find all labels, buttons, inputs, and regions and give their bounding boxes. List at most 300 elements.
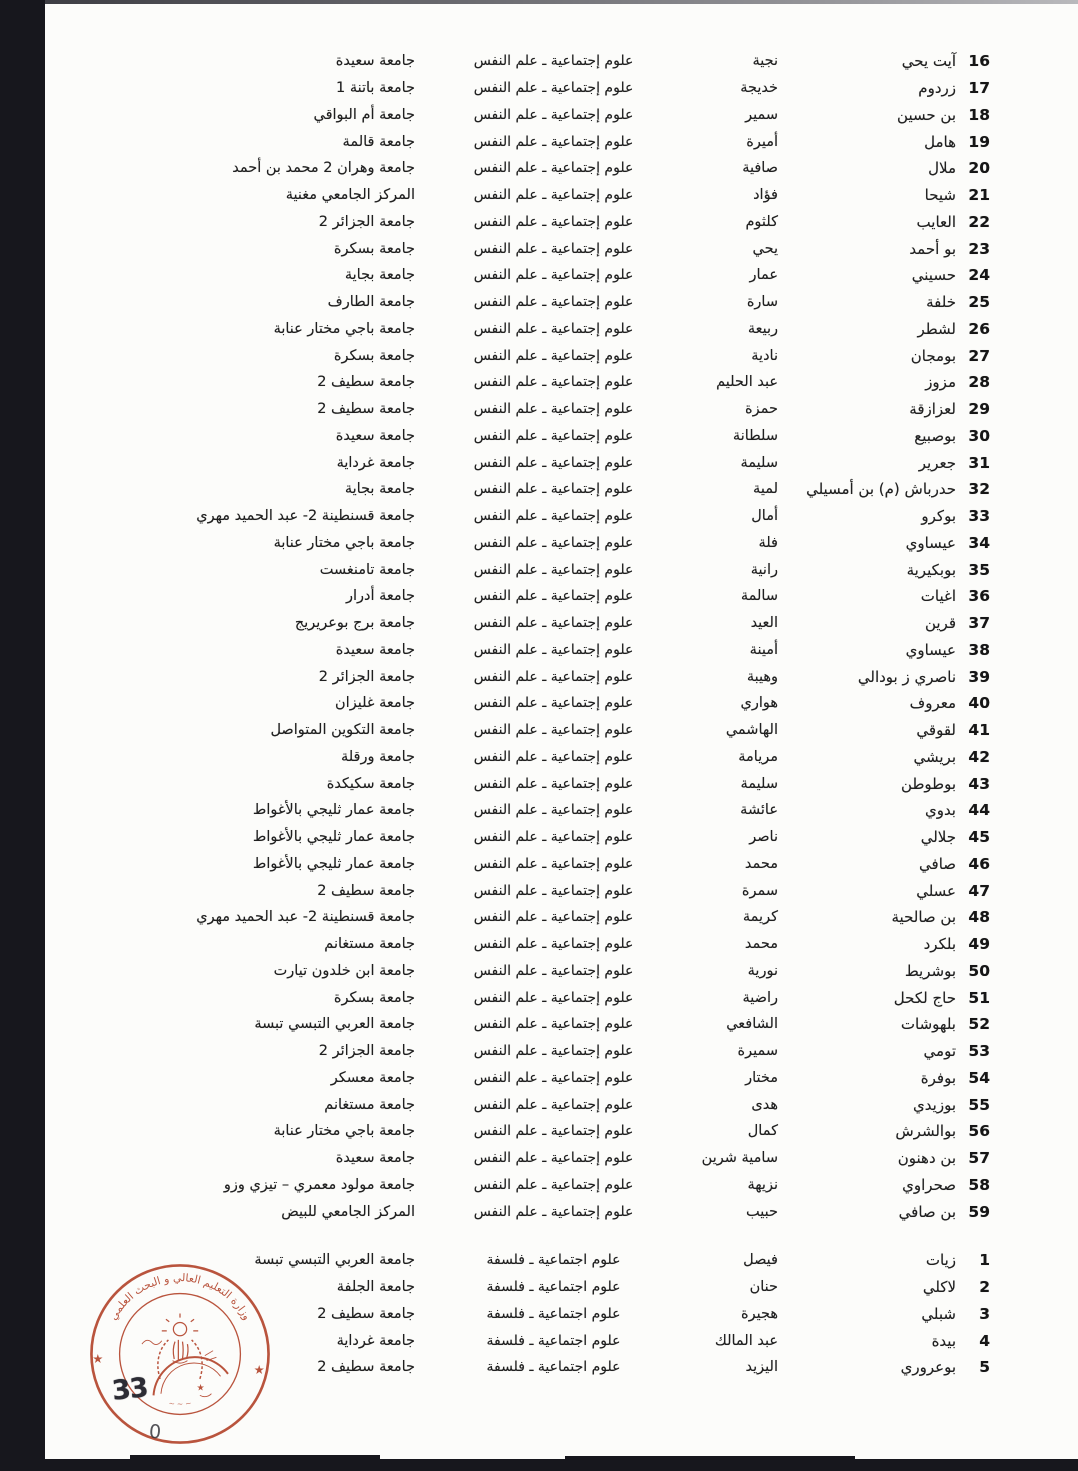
university: جامعة مستغانم xyxy=(324,936,415,953)
row-number: 46 xyxy=(968,854,990,873)
row-number: 18 xyxy=(968,105,990,124)
specialization: علوم إجتماعية ـ علم النفس xyxy=(473,1203,634,1220)
row-number: 27 xyxy=(968,346,990,365)
university: جامعة قالمة xyxy=(342,133,415,150)
last-name: شبلي xyxy=(921,1304,956,1323)
first-name: سارة xyxy=(746,294,778,311)
stamp-star-left-icon: ★ xyxy=(92,1351,104,1367)
first-name: فيصل xyxy=(743,1252,778,1269)
last-name: بن دهنون xyxy=(897,1149,956,1168)
row-number: 20 xyxy=(968,159,990,178)
last-name: ملال xyxy=(928,159,956,178)
stamp-ring-text: وزارة التعليم العالي و البحث العلمي xyxy=(106,1271,254,1323)
first-name: عمار xyxy=(749,267,778,284)
first-name: مختار xyxy=(745,1069,778,1086)
specialization: علوم إجتماعية ـ علم النفس xyxy=(473,855,634,872)
table-row xyxy=(50,583,990,610)
table-row xyxy=(50,1038,990,1065)
university: جامعة سعيدة xyxy=(335,427,415,444)
university: جامعة سكيكدة xyxy=(326,775,415,792)
row-number: 52 xyxy=(968,1015,990,1034)
row-number: 19 xyxy=(968,132,990,151)
table-row xyxy=(50,316,990,343)
row-number: 34 xyxy=(968,533,990,552)
specialization: علوم إجتماعية ـ علم النفس xyxy=(473,1069,634,1086)
specialization: علوم إجتماعية ـ علم النفس xyxy=(473,668,634,685)
table-row xyxy=(50,423,990,450)
row-number: 22 xyxy=(968,212,990,231)
first-name: ربيعة xyxy=(747,320,778,337)
last-name: زردوم xyxy=(918,79,956,98)
first-name: سليمة xyxy=(740,775,778,792)
last-name: لشطر xyxy=(917,319,956,338)
table-row xyxy=(50,1172,990,1199)
first-name: سالمة xyxy=(740,588,778,605)
last-name: هامل xyxy=(924,132,956,151)
university: جامعة معسكر xyxy=(330,1069,415,1086)
table-row xyxy=(50,931,990,958)
specialization: علوم إجتماعية ـ علم النفس xyxy=(473,936,634,953)
row-number: 57 xyxy=(968,1149,990,1168)
specialization: علوم إجتماعية ـ علم النفس xyxy=(473,1096,634,1113)
university: جامعة مستغانم xyxy=(324,1096,415,1113)
specialization: علوم إجتماعية ـ علم النفس xyxy=(473,802,634,819)
first-name: سمير xyxy=(745,106,778,123)
university: جامعة باتنة 1 xyxy=(335,80,415,97)
row-number: 44 xyxy=(968,801,990,820)
university: جامعة سطيف 2 xyxy=(317,374,415,391)
specialization: علوم إجتماعية ـ علم النفس xyxy=(473,1016,634,1033)
table-row xyxy=(50,209,990,236)
table-row xyxy=(50,1198,990,1225)
table-row xyxy=(50,235,990,262)
last-name: صحراوي xyxy=(902,1175,956,1194)
specialization: علوم إجتماعية ـ علم النفس xyxy=(473,53,634,70)
specialization: علوم إجتماعية ـ علم النفس xyxy=(473,1123,634,1140)
row-number: 5 xyxy=(979,1358,990,1377)
first-name: هدى xyxy=(751,1096,778,1113)
specialization: علوم إجتماعية ـ علم النفس xyxy=(473,213,634,230)
row-number: 35 xyxy=(968,560,990,579)
first-name: عبد الحليم xyxy=(716,374,778,391)
last-name: شيحا xyxy=(924,186,956,205)
table-row xyxy=(50,770,990,797)
table-row xyxy=(50,75,990,102)
first-name: مريامة xyxy=(738,748,778,765)
specialization: علوم إجتماعية ـ علم النفس xyxy=(473,695,634,712)
last-name: بوشريط xyxy=(904,961,956,980)
first-name: راضية xyxy=(742,989,778,1006)
row-number: 32 xyxy=(968,480,990,499)
university: جامعة بجاية xyxy=(344,481,415,498)
table-row xyxy=(50,128,990,155)
university: جامعة العربي التبسي تبسة xyxy=(254,1016,415,1033)
row-number: 49 xyxy=(968,935,990,954)
specialization: علوم إجتماعية ـ علم النفس xyxy=(473,133,634,150)
last-name: لعزازقة xyxy=(909,400,956,419)
table-row xyxy=(50,610,990,637)
last-name: زيات xyxy=(925,1251,956,1270)
row-number: 29 xyxy=(968,400,990,419)
first-name: سامية شرين xyxy=(701,1150,778,1167)
last-name: العايب xyxy=(916,212,956,231)
row-number: 43 xyxy=(968,774,990,793)
table-row xyxy=(50,744,990,771)
specialization: علوم اجتماعية ـ فلسفة xyxy=(486,1305,621,1322)
table-row xyxy=(50,690,990,717)
first-name: نادية xyxy=(751,347,778,364)
last-name: بلكرد xyxy=(923,935,956,954)
row-number: 53 xyxy=(968,1042,990,1061)
university: المركز الجامعي للبيض xyxy=(281,1203,415,1220)
row-number: 42 xyxy=(968,747,990,766)
row-number: 38 xyxy=(968,640,990,659)
university: جامعة عمار ثليجي بالأغواط xyxy=(252,802,415,819)
last-name: جعرير xyxy=(918,453,956,472)
table-row xyxy=(50,102,990,129)
specialization: علوم إجتماعية ـ علم النفس xyxy=(473,374,634,391)
first-name: لمية xyxy=(753,481,778,498)
university: جامعة غرداية xyxy=(336,454,415,471)
university: جامعة قسنطينة 2- عبد الحميد مهري xyxy=(196,508,415,525)
university: جامعة الجزائر 2 xyxy=(318,668,415,685)
first-name: حمزة xyxy=(745,401,778,418)
table-row xyxy=(50,342,990,369)
row-number: 56 xyxy=(968,1122,990,1141)
row-number: 25 xyxy=(968,293,990,312)
university: جامعة سطيف 2 xyxy=(317,1359,415,1376)
last-name: تومي xyxy=(923,1042,956,1061)
first-name: نزيهة xyxy=(747,1176,778,1193)
last-name: بن حسين xyxy=(897,105,956,124)
table-row xyxy=(50,797,990,824)
university: جامعة باجي مختار عنابة xyxy=(273,534,415,551)
specialization: علوم إجتماعية ـ علم النفس xyxy=(473,1176,634,1193)
university: جامعة قسنطينة 2- عبد الحميد مهري xyxy=(196,909,415,926)
last-name: حسيني xyxy=(911,266,956,285)
row-number: 47 xyxy=(968,881,990,900)
university: جامعة بسكرة xyxy=(333,240,415,257)
table-row xyxy=(50,48,990,75)
specialization: علوم إجتماعية ـ علم النفس xyxy=(473,989,634,1006)
university: جامعة التكوين المتواصل xyxy=(270,722,415,739)
row-number: 30 xyxy=(968,426,990,445)
last-name: بوبكيرية xyxy=(906,560,956,579)
university: جامعة الجزائر 2 xyxy=(318,213,415,230)
table-row xyxy=(50,1065,990,1092)
last-name: جلالي xyxy=(920,828,956,847)
table-row xyxy=(50,1274,990,1301)
table-row xyxy=(50,904,990,931)
specialization: علوم إجتماعية ـ علم النفس xyxy=(473,454,634,471)
university: جامعة العربي التبسي تبسة xyxy=(254,1252,415,1269)
row-number: 39 xyxy=(968,667,990,686)
row-number: 54 xyxy=(968,1068,990,1087)
row-number: 50 xyxy=(968,961,990,980)
university: جامعة سطيف 2 xyxy=(317,401,415,418)
table-row xyxy=(50,476,990,503)
university: جامعة سطيف 2 xyxy=(317,882,415,899)
specialization: علوم اجتماعية ـ فلسفة xyxy=(486,1279,621,1296)
university: جامعة الجلفة xyxy=(336,1279,415,1296)
first-name: صافية xyxy=(742,160,778,177)
row-number: 45 xyxy=(968,828,990,847)
first-name: نورية xyxy=(747,962,778,979)
row-number: 37 xyxy=(968,614,990,633)
specialization: علوم إجتماعية ـ علم النفس xyxy=(473,722,634,739)
first-name: كمال xyxy=(747,1123,778,1140)
specialization: علوم إجتماعية ـ علم النفس xyxy=(473,775,634,792)
first-name: عائشة xyxy=(740,802,778,819)
section-psychology xyxy=(50,48,990,1225)
last-name: معروف xyxy=(909,694,956,713)
handwritten-mark: 0 xyxy=(148,1420,162,1444)
last-name: بوفرة xyxy=(920,1068,956,1087)
last-name: ناصري ز بودالي xyxy=(857,667,956,686)
stamp-star-right-icon: ★ xyxy=(253,1361,265,1377)
row-number: 28 xyxy=(968,373,990,392)
last-name: بو أحمد xyxy=(909,239,956,258)
university: جامعة سعيدة xyxy=(335,1150,415,1167)
table-row xyxy=(50,1301,990,1328)
table-row xyxy=(50,984,990,1011)
last-name: بن صافي xyxy=(898,1202,956,1221)
specialization: علوم إجتماعية ـ علم النفس xyxy=(473,829,634,846)
specialization: علوم اجتماعية ـ فلسفة xyxy=(486,1252,621,1269)
table-row xyxy=(50,824,990,851)
specialization: علوم إجتماعية ـ علم النفس xyxy=(473,561,634,578)
row-number: 31 xyxy=(968,453,990,472)
row-number: 58 xyxy=(968,1175,990,1194)
university: جامعة بجاية xyxy=(344,267,415,284)
university: جامعة الجزائر 2 xyxy=(318,1043,415,1060)
specialization: علوم إجتماعية ـ علم النفس xyxy=(473,160,634,177)
last-name: عيساوي xyxy=(905,640,956,659)
handwritten-number: 33 xyxy=(110,1372,150,1407)
specialization: علوم اجتماعية ـ فلسفة xyxy=(486,1332,621,1349)
table-row xyxy=(50,396,990,423)
first-name: وهيبة xyxy=(746,668,778,685)
first-name: اليزيد xyxy=(745,1359,778,1376)
row-number: 21 xyxy=(968,186,990,205)
university: جامعة مولود معمري – تيزي وزو xyxy=(223,1176,415,1193)
last-name: بن صالحية xyxy=(891,908,956,927)
first-name: حنان xyxy=(749,1279,778,1296)
last-name: حدرباش (م) بن أمسيلي xyxy=(806,480,956,499)
last-name: بيدة xyxy=(931,1331,956,1350)
last-name: آيت يحي xyxy=(901,52,956,71)
first-name: هواري xyxy=(740,695,778,712)
university: جامعة ابن خلدون تيارت xyxy=(273,962,415,979)
last-name: بوزيدي xyxy=(913,1095,956,1114)
last-name: بلهوشات xyxy=(900,1015,956,1034)
first-name: محمد xyxy=(744,855,778,872)
last-name: لاكلي xyxy=(922,1278,956,1297)
university: جامعة غليزان xyxy=(335,695,415,712)
specialization: علوم إجتماعية ـ علم النفس xyxy=(473,187,634,204)
table-row xyxy=(50,182,990,209)
row-number: 16 xyxy=(968,52,990,71)
specialization: علوم اجتماعية ـ فلسفة xyxy=(486,1359,621,1376)
specialization: علوم إجتماعية ـ علم النفس xyxy=(473,641,634,658)
table-row xyxy=(50,877,990,904)
row-number: 2 xyxy=(979,1278,990,1297)
first-name: سمرة xyxy=(741,882,778,899)
section-philosophy xyxy=(50,1247,990,1381)
row-number: 48 xyxy=(968,908,990,927)
table-row xyxy=(50,663,990,690)
first-name: العيد xyxy=(750,615,778,632)
university: جامعة أم البواقي xyxy=(313,106,415,123)
last-name: عيساوي xyxy=(905,533,956,552)
specialization: علوم إجتماعية ـ علم النفس xyxy=(473,588,634,605)
last-name: قرين xyxy=(924,614,956,633)
specialization: علوم إجتماعية ـ علم النفس xyxy=(473,1150,634,1167)
last-name: بدوي xyxy=(924,801,956,820)
table-row xyxy=(50,1011,990,1038)
row-number: 40 xyxy=(968,694,990,713)
first-name: محمد xyxy=(744,936,778,953)
table-row xyxy=(50,262,990,289)
row-number: 55 xyxy=(968,1095,990,1114)
university: جامعة بسكرة xyxy=(333,347,415,364)
last-name: صافي xyxy=(919,854,956,873)
specialization: علوم إجتماعية ـ علم النفس xyxy=(473,909,634,926)
specialization: علوم إجتماعية ـ علم النفس xyxy=(473,748,634,765)
table-row xyxy=(50,1327,990,1354)
last-name: بريشي xyxy=(913,747,956,766)
first-name: عبد المالك xyxy=(714,1332,778,1349)
specialization: علوم إجتماعية ـ علم النفس xyxy=(473,106,634,123)
last-name: خلفة xyxy=(926,293,956,312)
row-number: 17 xyxy=(968,79,990,98)
last-name: بوطوطن xyxy=(901,774,956,793)
specialization: علوم إجتماعية ـ علم النفس xyxy=(473,80,634,97)
specialization: علوم إجتماعية ـ علم النفس xyxy=(473,347,634,364)
stamp-crescent-star-icon: ★ xyxy=(196,1383,205,1394)
specialization: علوم إجتماعية ـ علم النفس xyxy=(473,1043,634,1060)
row-number: 23 xyxy=(968,239,990,258)
table-row xyxy=(50,369,990,396)
row-number: 24 xyxy=(968,266,990,285)
first-name: سميرة xyxy=(737,1043,778,1060)
table-row xyxy=(50,1247,990,1274)
university: جامعة ورقلة xyxy=(340,748,415,765)
row-number: 51 xyxy=(968,988,990,1007)
table-row xyxy=(50,289,990,316)
table-row xyxy=(50,1091,990,1118)
last-name: بوالشرش xyxy=(895,1122,956,1141)
specialization: علوم إجتماعية ـ علم النفس xyxy=(473,320,634,337)
university: جامعة وهران 2 محمد بن أحمد xyxy=(232,160,415,177)
last-name: لقوقي xyxy=(916,721,956,740)
university: المركز الجامعي مغنية xyxy=(285,187,415,204)
table-row xyxy=(50,1354,990,1381)
table-row xyxy=(50,449,990,476)
last-name: بوكرو xyxy=(921,507,956,526)
university: جامعة تامنغست xyxy=(319,561,415,578)
last-name: مزوز xyxy=(925,373,956,392)
first-name: يحي xyxy=(752,240,778,257)
row-number: 59 xyxy=(968,1202,990,1221)
row-number: 4 xyxy=(979,1331,990,1350)
university: جامعة أدرار xyxy=(345,588,415,605)
last-name: عسلي xyxy=(916,881,956,900)
first-name: سليمة xyxy=(740,454,778,471)
university: جامعة عمار ثليجي بالأغواط xyxy=(252,855,415,872)
specialization: علوم إجتماعية ـ علم النفس xyxy=(473,615,634,632)
university: جامعة سطيف 2 xyxy=(317,1305,415,1322)
university: جامعة برج بوعريريج xyxy=(294,615,415,632)
row-number: 3 xyxy=(979,1304,990,1323)
specialization: علوم إجتماعية ـ علم النفس xyxy=(473,267,634,284)
row-number: 26 xyxy=(968,319,990,338)
first-name: حبيب xyxy=(746,1203,778,1220)
table-row xyxy=(50,851,990,878)
first-name: فلة xyxy=(758,534,778,551)
first-name: أمال xyxy=(751,508,778,525)
table-row xyxy=(50,155,990,182)
first-name: خديجة xyxy=(740,80,778,97)
university: جامعة غرداية xyxy=(336,1332,415,1349)
specialization: علوم إجتماعية ـ علم النفس xyxy=(473,508,634,525)
specialization: علوم إجتماعية ـ علم النفس xyxy=(473,882,634,899)
last-name: اغيات xyxy=(920,587,956,606)
table-row xyxy=(50,717,990,744)
last-name: بوصبيع xyxy=(914,426,956,445)
table-row xyxy=(50,1145,990,1172)
first-name: سلطانة xyxy=(732,427,778,444)
university: جامعة سعيدة xyxy=(335,53,415,70)
row-number: 33 xyxy=(968,507,990,526)
row-number: 36 xyxy=(968,587,990,606)
first-name: نجية xyxy=(752,53,778,70)
last-name: بوعروري xyxy=(900,1358,956,1377)
last-name: بومجان xyxy=(910,346,956,365)
table-row xyxy=(50,958,990,985)
specialization: علوم إجتماعية ـ علم النفس xyxy=(473,294,634,311)
university: جامعة عمار ثليجي بالأغواط xyxy=(252,829,415,846)
table-row xyxy=(50,503,990,530)
specialization: علوم إجتماعية ـ علم النفس xyxy=(473,481,634,498)
first-name: ناصر xyxy=(749,829,778,846)
university: جامعة سعيدة xyxy=(335,641,415,658)
university: جامعة بسكرة xyxy=(333,989,415,1006)
table-row xyxy=(50,530,990,557)
university: جامعة باجي مختار عنابة xyxy=(273,320,415,337)
specialization: علوم إجتماعية ـ علم النفس xyxy=(473,534,634,551)
first-name: كريمة xyxy=(742,909,778,926)
specialization: علوم إجتماعية ـ علم النفس xyxy=(473,240,634,257)
last-name: حاج لكحل xyxy=(893,988,956,1007)
university: جامعة الطارف xyxy=(327,294,415,311)
table-row xyxy=(50,637,990,664)
first-name: الهاشمي xyxy=(725,722,778,739)
row-number: 41 xyxy=(968,721,990,740)
row-number: 1 xyxy=(979,1251,990,1270)
specialization: علوم إجتماعية ـ علم النفس xyxy=(473,427,634,444)
first-name: فؤاد xyxy=(753,187,778,204)
table-row xyxy=(50,1118,990,1145)
first-name: هجيرة xyxy=(741,1305,778,1322)
first-name: أمينة xyxy=(749,641,778,658)
first-name: رانية xyxy=(750,561,778,578)
first-name: الشافعي xyxy=(726,1016,778,1033)
specialization: علوم إجتماعية ـ علم النفس xyxy=(473,962,634,979)
stamp-lower-flourish: ~ ~ ~ xyxy=(168,1398,192,1409)
first-name: أميرة xyxy=(746,133,778,150)
table-row xyxy=(50,556,990,583)
